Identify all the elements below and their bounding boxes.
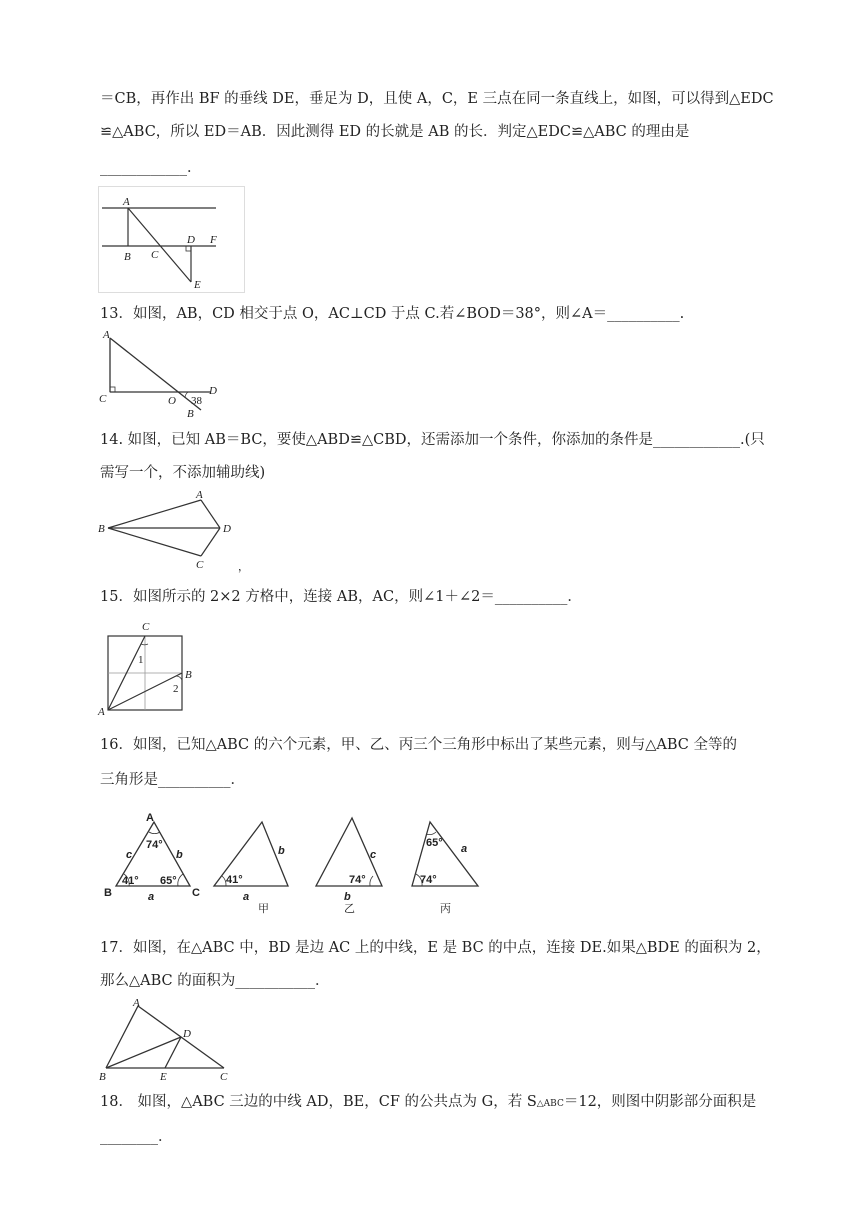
q17-label-a: A xyxy=(133,997,140,1009)
q13-label-c: C xyxy=(99,393,107,405)
q17-line2: 那么△ABC 的面积为___________． xyxy=(100,973,330,989)
q15-text: 15．如图所示的 2×2 方格中，连接 AB，AC，则∠1＋∠2＝__________． xyxy=(100,589,582,605)
q15-angle-1: 1 xyxy=(138,654,144,666)
q16-abc-label-a: A xyxy=(146,812,154,824)
q12-label-e: E xyxy=(194,279,201,291)
q16-yi-side-c: c xyxy=(370,849,377,861)
q16-jia-side-b: b xyxy=(278,845,285,857)
q16-abc-angle-a: 74° xyxy=(146,839,163,851)
q12-figure xyxy=(98,186,248,296)
q18-subscript: △ABC xyxy=(536,1099,564,1109)
q16-yi-name: 乙 xyxy=(344,902,355,915)
q16-abc-side-b: b xyxy=(176,849,183,861)
q16-abc-side-c: c xyxy=(126,849,133,861)
q16-line2: 三角形是__________． xyxy=(100,772,245,788)
q16-abc-label-c: C xyxy=(192,887,200,899)
q14-label-a: A xyxy=(196,489,203,501)
q17-figure xyxy=(96,996,241,1084)
q14-line2: 需写一个，不添加辅助线) xyxy=(100,465,266,481)
q16-yi-side-b: b xyxy=(344,891,351,903)
q15-label-a: A xyxy=(98,706,105,718)
q14-label-c: C xyxy=(196,559,204,571)
q12-answer-blank: ____________． xyxy=(100,160,202,176)
q16-bing-angle-1: 65° xyxy=(426,837,443,849)
q13-label-o: O xyxy=(168,395,176,407)
q14-figure xyxy=(96,486,256,574)
q18-text-start: 18． 如图，△ABC 三边的中线 AD，BE，CF 的公共点为 G，若 S xyxy=(100,1094,537,1110)
q14-label-d: D xyxy=(223,523,231,535)
q16-yi-angle: 74° xyxy=(349,874,366,886)
q17-label-d: D xyxy=(183,1028,191,1040)
q12-label-d: D xyxy=(187,234,195,246)
q16-abc-angle-c: 65° xyxy=(160,875,177,887)
q17-label-b: B xyxy=(99,1071,106,1083)
q16-abc-side-a: a xyxy=(148,891,155,903)
q16-jia-side-a: a xyxy=(243,891,250,903)
q16-bing-angle-2: 74° xyxy=(420,874,437,886)
q16-abc-label-b: B xyxy=(104,887,112,899)
q13-label-a: A xyxy=(103,329,110,341)
q15-figure xyxy=(96,618,206,718)
q16-bing-name: 丙 xyxy=(440,902,451,915)
q15-angle-2: 2 xyxy=(173,683,179,695)
q13-text: 13．如图，AB，CD 相交于点 O，AC⊥CD 于点 C.若∠BOD＝38°，则∠A＝__________. xyxy=(100,306,685,322)
q15-label-c: C xyxy=(142,621,150,633)
q13-label-b: B xyxy=(187,408,194,420)
q15-label-b: B xyxy=(185,669,192,681)
q12-label-f: F xyxy=(210,234,217,246)
q12-label-b: B xyxy=(124,251,131,263)
q18-text-end: ＝12，则图中阴影部分面积是 xyxy=(563,1094,757,1110)
q18-answer-blank: ________． xyxy=(100,1129,173,1145)
q17-line1: 17．如图，在△ABC 中，BD 是边 AC 上的中线，E 是 BC 的中点，连接 DE.如果△BDE 的面积为 2， xyxy=(100,940,771,956)
q16-bing-side-a: a xyxy=(461,843,468,855)
q13-label-d: D xyxy=(209,385,217,397)
q12-line2: ≌△ABC，所以 ED＝AB．因此测得 ED 的长就是 AB 的长．判定△EDC≌△ABC 的理由是 xyxy=(100,124,690,140)
q16-line1: 16．如图，已知△ABC 的六个元素，甲、乙、丙三个三角形中标出了某些元素，则与△ABC 全等的 xyxy=(100,737,737,753)
q14-label-b: B xyxy=(98,523,105,535)
q13-angle-label: 38 xyxy=(191,395,202,407)
q18-line1 xyxy=(100,1092,756,1114)
q14-line1: 14. 如图，已知 AB＝BC，要使△ABD≌△CBD，还需添加一个条件，你添加的条件是____________.(只 xyxy=(100,432,765,448)
q13-figure xyxy=(96,326,226,421)
q16-jia-name: 甲 xyxy=(258,902,269,915)
q16-figure xyxy=(100,808,490,920)
q16-jia-angle: 41° xyxy=(226,874,243,886)
q17-label-e: E xyxy=(160,1071,167,1083)
q16-abc-angle-b: 41° xyxy=(122,875,139,887)
q12-label-c: C xyxy=(151,249,159,261)
q14-trailing-comma: ， xyxy=(238,560,249,573)
q12-label-a: A xyxy=(123,196,130,208)
q12-line1: ＝CB，再作出 BF 的垂线 DE，垂足为 D，且使 A，C，E 三点在同一条直线上，如图，可以得到△EDC xyxy=(100,91,774,107)
q17-label-c: C xyxy=(220,1071,228,1083)
